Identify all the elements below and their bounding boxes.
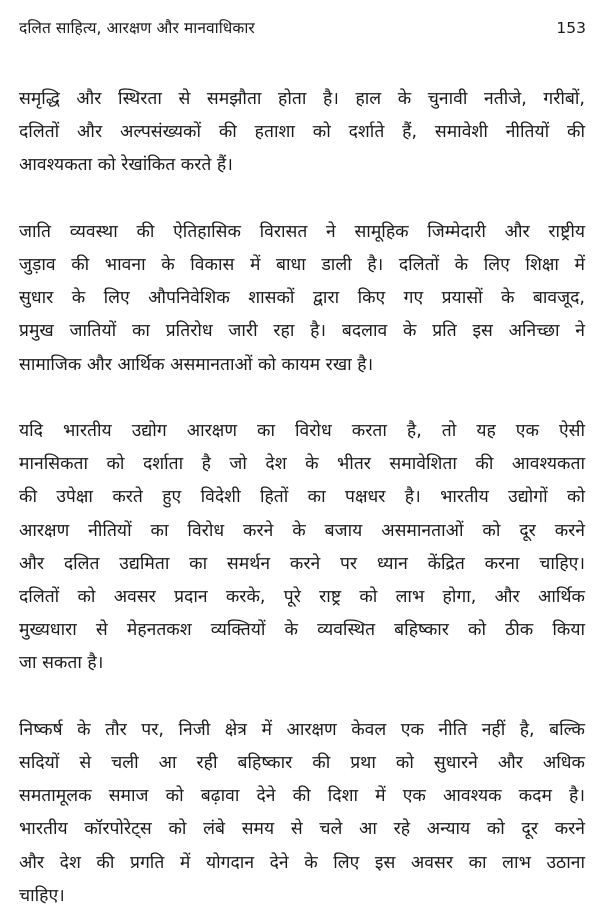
body-text [19,83,585,913]
paragraph [19,83,585,183]
text-line: जुड़ाव की भावना के विकास में बाधा डाली है। दलितों के लिए शिक्षा में [19,255,585,275]
text-line: आरक्षण नीतियों का विरोध करने के बजाय असमानताओं को दूर करने [19,520,585,541]
text-line: समृद्धि और स्थिरता से समझौता होता है। हाल के चुनावी नतीजे, गरीबों, [19,89,585,109]
text-line: यदि भारतीय उद्योग आरक्षण का विरोध करता है, तो यह एक ऐसी [19,421,585,441]
paragraph [19,415,585,681]
text-line: सामाजिक और आर्थिक असमानताओं को कायम रखा है। [19,354,374,375]
text-line: और दलित उद्यमिता का समर्थन करने पर ध्यान केंद्रित करना चाहिए। [19,553,585,574]
running-header [0,0,600,50]
paragraph [19,714,585,913]
text-line: सदियों से चली आ रही बहिष्कार की प्रथा को सुधारने और अधिक [19,753,585,774]
text-line: की उपेक्षा करते हुए विदेशी हितों का पक्षधर है। भारतीय उद्योगों को [19,487,585,508]
text-line: जा सकता है। [19,653,104,674]
text-line: मानसिकता को दर्शाता है जो देश के भीतर समावेशिता की आवश्यकता [19,454,585,475]
text-line: आवश्यकता को रेखांकित करते हैं। [19,155,233,176]
running-header-title: दलित साहित्य, आरक्षण और मानवाधिकार [19,19,255,37]
text-line: समतामूलक समाज को बढ़ावा देने की दिशा में एक आवश्यक कदम है। [19,786,585,807]
text-line: सुधार के लिए औपनिवेशिक शासकों द्वारा किए गए प्रयासों के बावजूद, [19,288,585,309]
text-line: जाति व्यवस्था की ऐतिहासिक विरासत ने सामूहिक जिम्मेदारी और राष्ट्रीय [19,221,585,242]
page-number: 153 [556,19,586,37]
text-line: और देश की प्रगति में योगदान देने के लिए इस अवसर का लाभ उठाना [19,852,585,873]
text-line: प्रमुख जातियों का प्रतिरोध जारी रहा है। बदलाव के प्रति इस अनिच्छा ने [19,321,585,342]
text-line: निष्कर्ष के तौर पर, निजी क्षेत्र में आरक्षण केवल एक नीति नहीं है, बल्कि [19,719,585,740]
text-line: मुख्यधारा से मेहनतकश व्यक्तियों के व्यवस्थित बहिष्कार को ठीक किया [19,620,585,641]
text-line: भारतीय कॉरपोरेट्स को लंबे समय से चले आ रहे अन्याय को दूर करने [19,819,585,840]
text-line: दलितों को अवसर प्रदान करके, पूरे राष्ट्र को लाभ होगा, और आर्थिक [19,587,585,608]
text-line: चाहिए। [19,885,65,906]
text-line: दलितों और अल्पसंख्यकों की हताशा को दर्शाते हैं, समावेशी नीतियों की [19,122,585,143]
paragraph [19,216,585,382]
